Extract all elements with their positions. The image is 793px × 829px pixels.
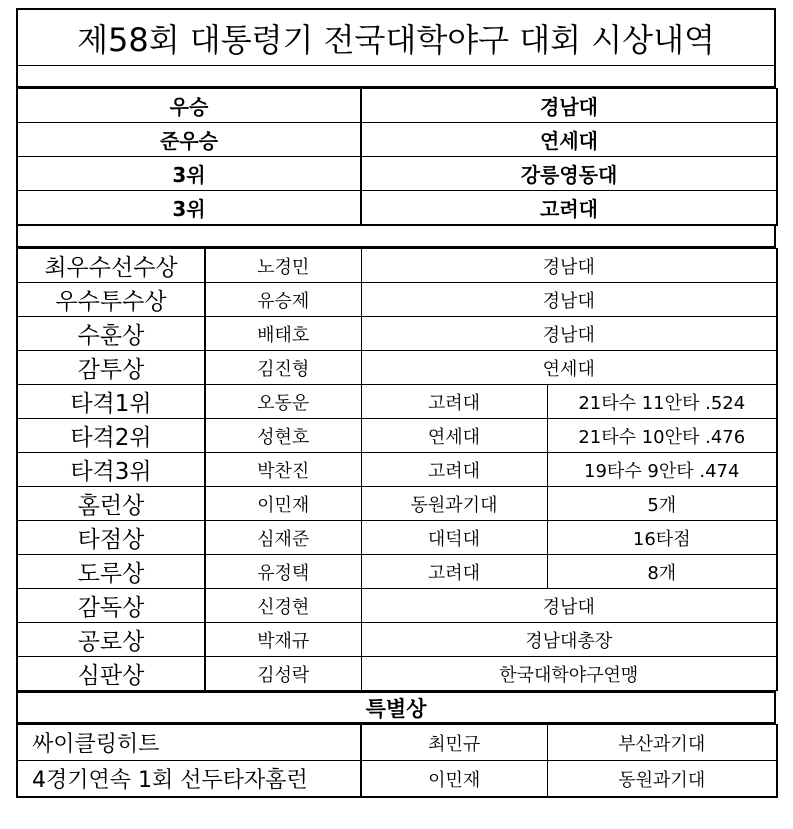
blank-row (16, 226, 776, 248)
award-record: 19타수 9안타 .474 (547, 453, 777, 487)
award-row (17, 385, 777, 419)
award-name: 최우수선수상 (17, 249, 205, 283)
award-row (17, 657, 777, 691)
award-name: 타격2위 (17, 419, 205, 453)
award-row (17, 623, 777, 657)
recipient-name: 김진형 (205, 351, 361, 385)
recipient-name: 박재규 (205, 623, 361, 657)
award-name: 심판상 (17, 657, 205, 691)
podium-team: 경남대 (361, 89, 777, 123)
recipient-team: 고려대 (361, 453, 547, 487)
award-name: 도루상 (17, 555, 205, 589)
recipient-name: 이민재 (361, 761, 547, 798)
award-name: 타격3위 (17, 453, 205, 487)
blank-row (16, 66, 776, 88)
award-row (17, 487, 777, 521)
podium-table (16, 88, 778, 226)
podium-rank: 준우승 (17, 123, 361, 157)
award-name: 타점상 (17, 521, 205, 555)
podium-rank: 3위 (17, 191, 361, 226)
recipient-name: 배태호 (205, 317, 361, 351)
recipient-name: 성현호 (205, 419, 361, 453)
award-record: 21타수 11안타 .524 (547, 385, 777, 419)
recipient-name: 심재준 (205, 521, 361, 555)
awards-table (16, 248, 778, 691)
recipient-team: 경남대 (361, 249, 777, 283)
award-name: 수훈상 (17, 317, 205, 351)
award-name: 감독상 (17, 589, 205, 623)
award-row (17, 555, 777, 589)
award-row (17, 419, 777, 453)
special-award-name: 4경기연속 1회 선두타자홈런 (17, 761, 361, 798)
recipient-team: 경남대 (361, 317, 777, 351)
recipient-name: 노경민 (205, 249, 361, 283)
award-row (17, 249, 777, 283)
special-award-row (17, 761, 777, 798)
recipient-team: 한국대학야구연맹 (361, 657, 777, 691)
award-row (17, 351, 777, 385)
recipient-name: 박찬진 (205, 453, 361, 487)
podium-team: 연세대 (361, 123, 777, 157)
recipient-team: 고려대 (361, 555, 547, 589)
award-name: 공로상 (17, 623, 205, 657)
recipient-team: 연세대 (361, 351, 777, 385)
recipient-name: 이민재 (205, 487, 361, 521)
award-row (17, 283, 777, 317)
recipient-team: 동원과기대 (361, 487, 547, 521)
recipient-team: 대덕대 (361, 521, 547, 555)
recipient-team: 동원과기대 (547, 761, 777, 798)
award-name: 우수투수상 (17, 283, 205, 317)
award-row (17, 589, 777, 623)
award-row (17, 317, 777, 351)
podium-rank: 우승 (17, 89, 361, 123)
award-name: 타격1위 (17, 385, 205, 419)
recipient-name: 유정택 (205, 555, 361, 589)
award-row (17, 453, 777, 487)
award-record: 5개 (547, 487, 777, 521)
podium-row (17, 191, 777, 226)
podium-row (17, 89, 777, 123)
recipient-team: 고려대 (361, 385, 547, 419)
podium-rank: 3위 (17, 157, 361, 191)
podium-team: 고려대 (361, 191, 777, 226)
special-award-row (17, 725, 777, 761)
special-award-name: 싸이클링히트 (17, 725, 361, 761)
recipient-team: 연세대 (361, 419, 547, 453)
sheet-title: 제58회 대통령기 전국대학야구 대회 시상내역 (16, 8, 776, 66)
award-name: 홈런상 (17, 487, 205, 521)
recipient-team: 부산과기대 (547, 725, 777, 761)
award-name: 감투상 (17, 351, 205, 385)
recipient-team: 경남대 (361, 589, 777, 623)
podium-row (17, 123, 777, 157)
results-sheet (16, 8, 776, 798)
recipient-team: 경남대총장 (361, 623, 777, 657)
podium-row (17, 157, 777, 191)
award-record: 8개 (547, 555, 777, 589)
recipient-name: 최민규 (361, 725, 547, 761)
special-awards-table (16, 724, 778, 798)
recipient-name: 김성락 (205, 657, 361, 691)
award-record: 16타점 (547, 521, 777, 555)
award-record: 21타수 10안타 .476 (547, 419, 777, 453)
recipient-name: 신경현 (205, 589, 361, 623)
recipient-name: 유승제 (205, 283, 361, 317)
recipient-team: 경남대 (361, 283, 777, 317)
special-award-heading: 특별상 (16, 691, 776, 724)
recipient-name: 오동운 (205, 385, 361, 419)
podium-team: 강릉영동대 (361, 157, 777, 191)
award-row (17, 521, 777, 555)
